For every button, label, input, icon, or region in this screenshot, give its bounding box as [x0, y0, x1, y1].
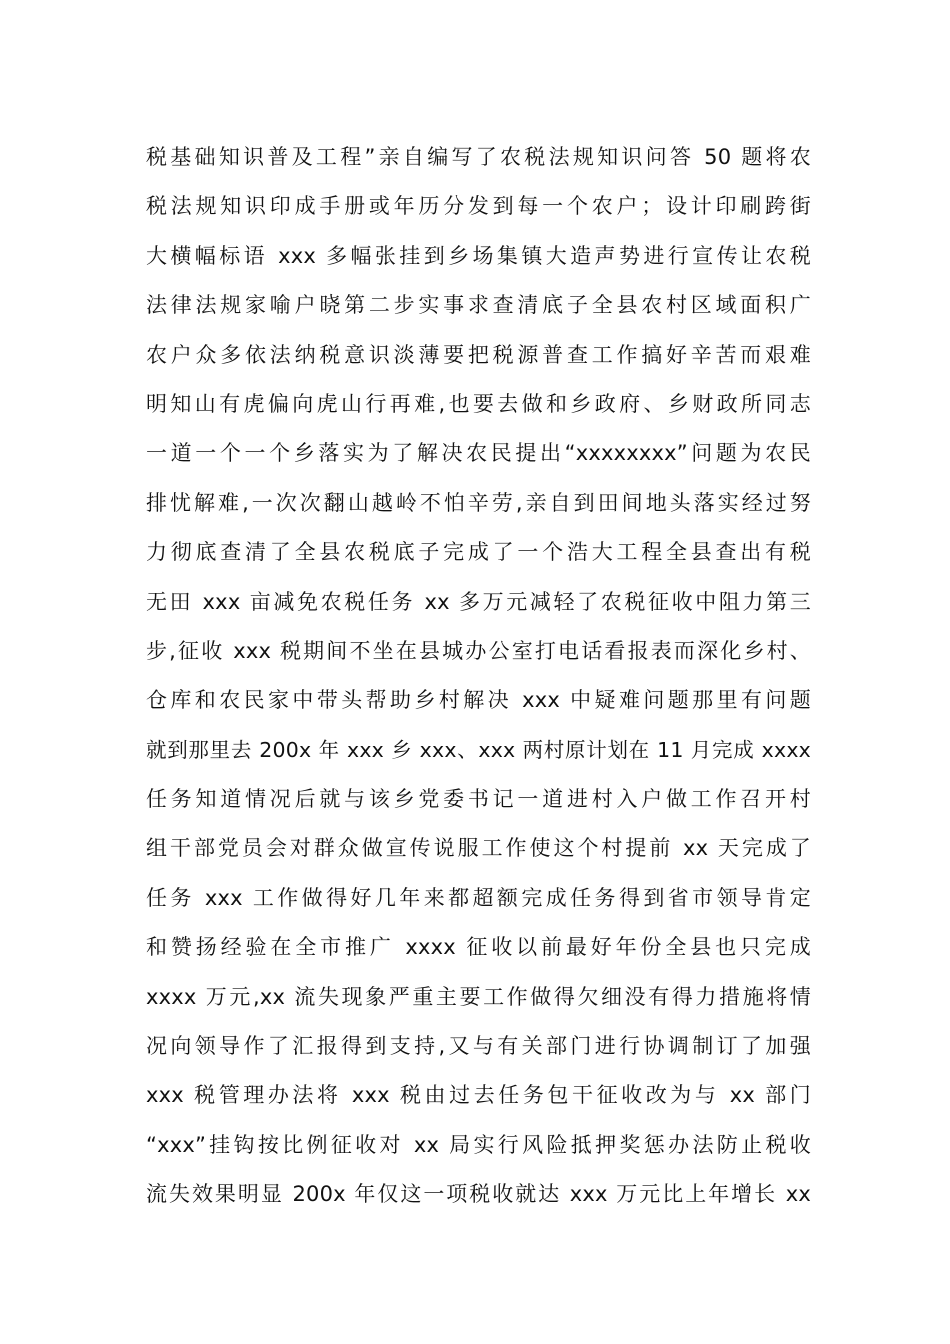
text-line: xxx 税管理办法将 xxx 税由过去任务包干征收改为与 xx 部门 — [146, 1083, 811, 1108]
text-line: 步,征收 xxx 税期间不坐在县城办公室打电话看报表而深化乡村、 — [146, 638, 811, 663]
text-line: 组干部党员会对群众做宣传说服工作使这个村提前 xx 天完成了 — [146, 836, 811, 861]
text-line: 法律法规家喻户晓第二步实事求查清底子全县农村区域面积广 — [146, 293, 811, 318]
text-line: 流失效果明显 200x 年仅这一项税收就达 xxx 万元比上年增长 xx — [146, 1182, 811, 1207]
text-line: 大横幅标语 xxx 多幅张挂到乡场集镇大造声势进行宣传让农税 — [146, 243, 811, 268]
body-text — [146, 133, 811, 1220]
text-line: 就到那里去 200x 年 xxx 乡 xxx、xxx 两村原计划在 11 月完成 xxxx — [146, 737, 811, 762]
text-line: 一道一个一个乡落实为了解决农民提出“xxxxxxxx”问题为农民 — [146, 441, 811, 466]
text-line: 农户众多依法纳税意识淡薄要把税源普查工作搞好辛苦而艰难 — [146, 342, 811, 367]
text-line: 仓库和农民家中带头帮助乡村解决 xxx 中疑难问题那里有问题 — [146, 688, 811, 713]
text-line: 明知山有虎偏向虎山行再难,也要去做和乡政府、乡财政所同志 — [146, 391, 811, 416]
text-line: 排忧解难,一次次翻山越岭不怕辛劳,亲自到田间地头落实经过努 — [146, 490, 811, 515]
text-line: 和赞扬经验在全市推广 xxxx 征收以前最好年份全县也只完成 — [146, 935, 811, 960]
text-line: 任务 xxx 工作做得好几年来都超额完成任务得到省市领导肯定 — [146, 885, 811, 910]
text-line: 力彻底查清了全县农税底子完成了一个浩大工程全县查出有税 — [146, 540, 811, 565]
text-line: 税基础知识普及工程”亲自编写了农税法规知识问答 50 题将农 — [146, 145, 811, 169]
text-line: 税法规知识印成手册或年历分发到每一个农户；设计印刷跨街 — [146, 194, 811, 219]
text-line: 任务知道情况后就与该乡党委书记一道进村入户做工作召开村 — [146, 787, 811, 812]
text-line: xxxx 万元,xx 流失现象严重主要工作做得欠细没有得力措施将情 — [146, 984, 811, 1009]
text-line: 况向领导作了汇报得到支持,又与有关部门进行协调制订了加强 — [146, 1034, 811, 1059]
text-line: “xxx”挂钩按比例征收对 xx 局实行风险抵押奖惩办法防止税收 — [146, 1132, 811, 1157]
text-line: 无田 xxx 亩减免农税任务 xx 多万元减轻了农税征收中阻力第三 — [146, 589, 811, 614]
